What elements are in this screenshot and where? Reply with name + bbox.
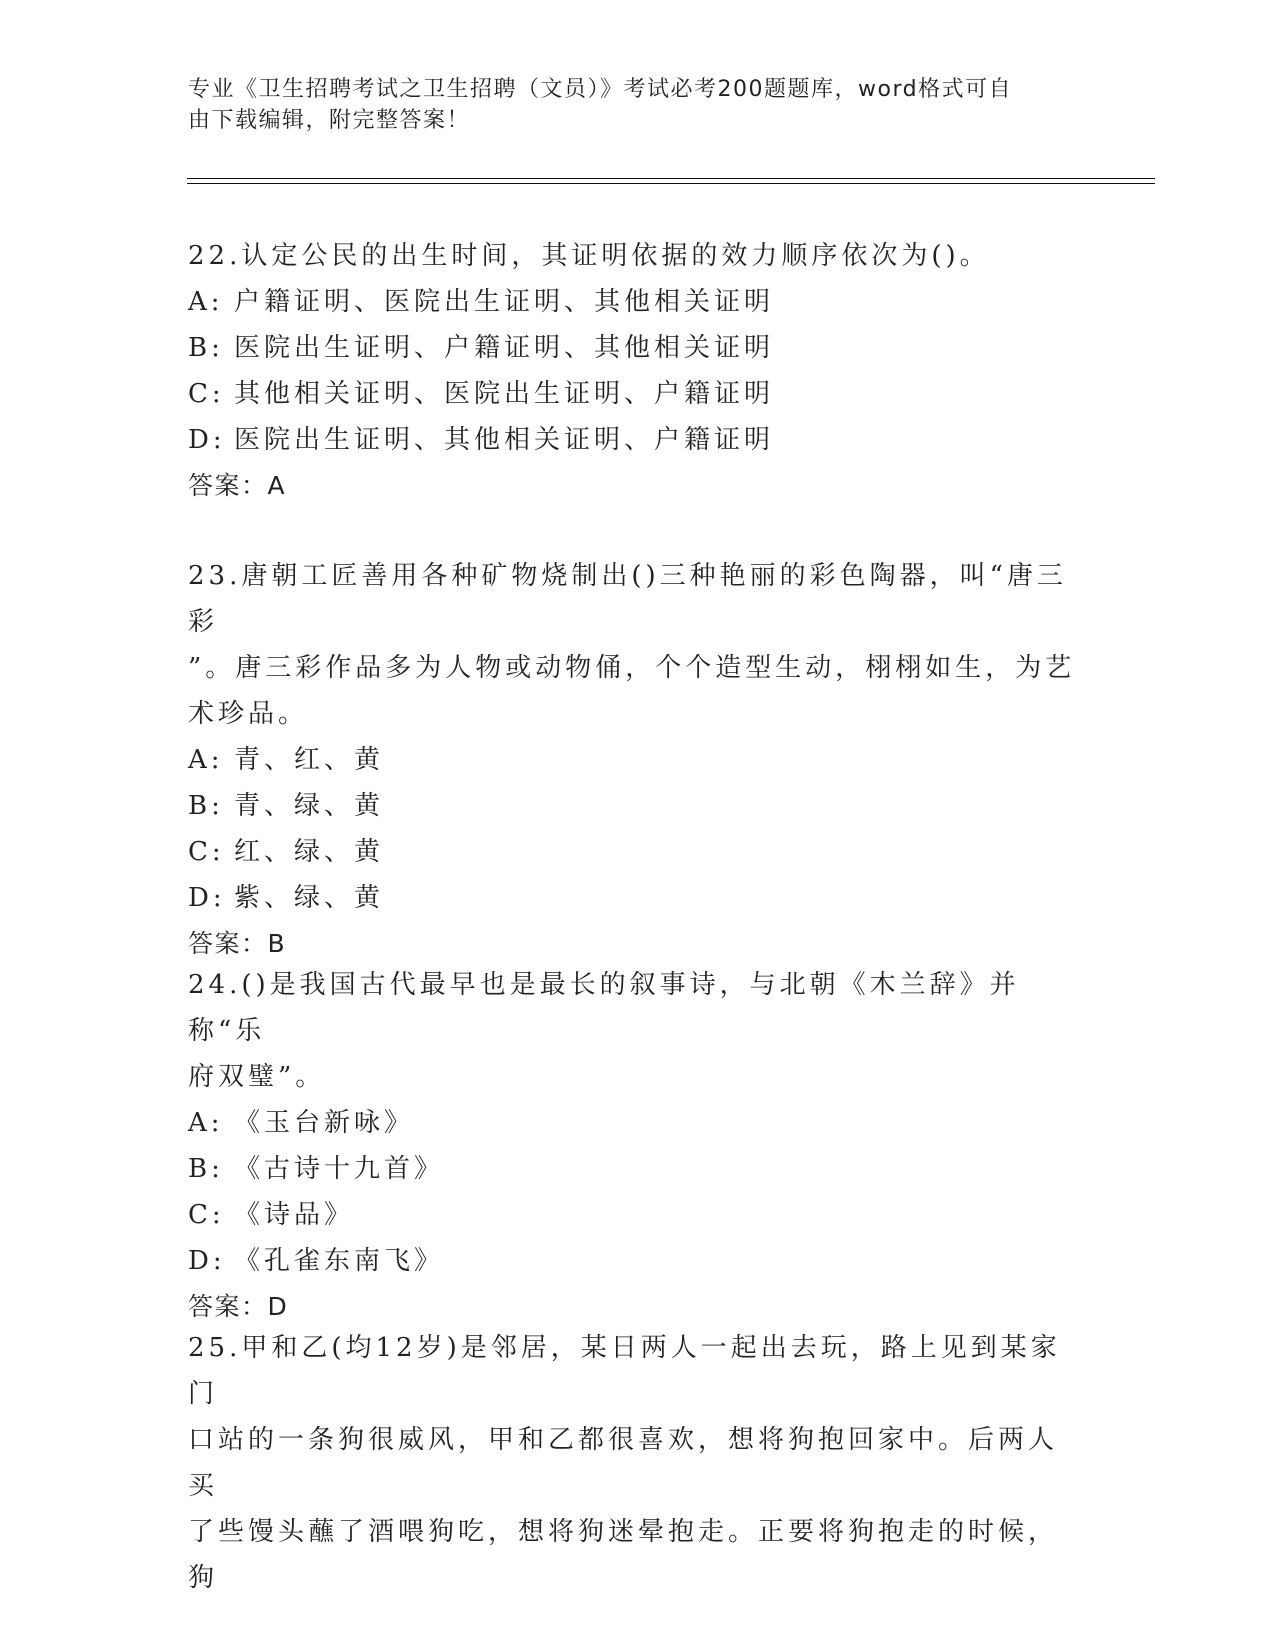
question-24	[188, 962, 1083, 1330]
option-text: 户籍证明、医院出生证明、其他相关证明	[234, 287, 775, 317]
option-text: 《古诗十九首》	[234, 1154, 445, 1184]
header-line-2: 由下载编辑，附完整答案！	[188, 108, 471, 133]
option-a	[188, 279, 1083, 325]
option-text: 青、红、黄	[234, 745, 385, 775]
option-text: 青、绿、黄	[234, 791, 385, 821]
option-b	[188, 783, 1083, 829]
option-text: 《孔雀东南飞》	[234, 1246, 445, 1276]
option-text: 医院出生证明、户籍证明、其他相关证明	[234, 333, 775, 363]
option-text: 《诗品》	[234, 1200, 355, 1230]
header-line-1: 专业《卫生招聘考试之卫生招聘（文员）》考试必考200题题库，word格式可自	[188, 77, 1013, 102]
option-a	[188, 1100, 1083, 1146]
option-b	[188, 325, 1083, 371]
option-key: D:	[188, 1246, 226, 1276]
question-stem-line: 24.()是我国古代最早也是最长的叙事诗，与北朝《木兰辞》并称“乐	[188, 970, 1020, 1046]
question-stem-line: 府双璧”。	[188, 1062, 326, 1092]
option-text: 《玉台新咏》	[234, 1108, 415, 1138]
question-stem-line: 术珍品。	[188, 699, 309, 729]
option-key: C:	[188, 837, 225, 867]
option-d	[188, 1238, 1083, 1284]
question-23	[188, 553, 1083, 967]
option-key: B:	[188, 791, 224, 821]
option-c	[188, 371, 1083, 417]
option-text: 医院出生证明、其他相关证明、户籍证明	[234, 425, 775, 455]
question-stem-line: 口站的一条狗很威风，甲和乙都很喜欢，想将狗抱回家中。后两人买	[188, 1425, 1059, 1501]
question-stem: 22.认定公民的出生时间，其证明依据的效力顺序依次为()。	[188, 241, 990, 271]
option-a	[188, 737, 1083, 783]
option-key: B:	[188, 1154, 224, 1184]
question-22	[188, 233, 1083, 509]
option-key: D:	[188, 425, 226, 455]
question-stem-line: ”。唐三彩作品多为人物或动物俑，个个造型生动，栩栩如生，为艺	[188, 653, 1076, 683]
header-divider-bottom	[187, 183, 1155, 184]
option-d	[188, 875, 1083, 921]
answer-label: 答案：B	[188, 929, 287, 958]
option-key: C:	[188, 379, 225, 409]
option-c	[188, 829, 1083, 875]
option-c	[188, 1192, 1083, 1238]
option-key: B:	[188, 333, 224, 363]
option-b	[188, 1146, 1083, 1192]
option-key: A:	[188, 745, 224, 775]
option-text: 红、绿、黄	[234, 837, 385, 867]
question-25	[188, 1325, 1083, 1601]
option-text: 紫、绿、黄	[234, 883, 385, 913]
option-text: 其他相关证明、医院出生证明、户籍证明	[234, 379, 775, 409]
option-key: C:	[188, 1200, 225, 1230]
answer-label: 答案：D	[188, 1292, 289, 1321]
question-stem-line: 25.甲和乙(均12岁)是邻居，某日两人一起出去玩，路上见到某家门	[188, 1333, 1061, 1409]
option-key: D:	[188, 883, 226, 913]
header-divider-top	[187, 178, 1155, 179]
option-key: A:	[188, 287, 224, 317]
option-key: A:	[188, 1108, 224, 1138]
answer-label: 答案：A	[188, 471, 287, 500]
question-stem-line: 了些馒头蘸了酒喂狗吃，想将狗迷晕抱走。正要将狗抱走的时候，狗	[188, 1517, 1059, 1593]
question-stem-line: 23.唐朝工匠善用各种矿物烧制出()三种艳丽的彩色陶器，叫“唐三彩	[188, 561, 1067, 637]
option-d	[188, 417, 1083, 463]
document-header	[188, 74, 1078, 136]
